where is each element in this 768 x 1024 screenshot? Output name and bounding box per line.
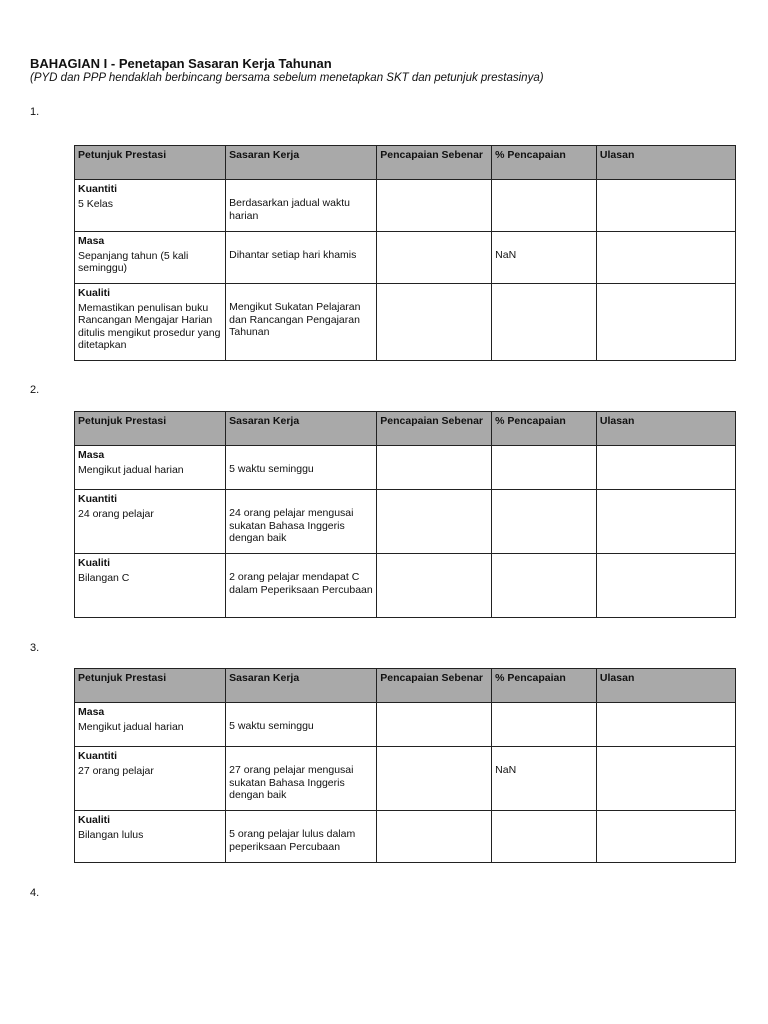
target-cell bbox=[226, 490, 377, 554]
target-cell bbox=[226, 284, 377, 361]
percent-text: NaN bbox=[495, 249, 517, 261]
remark-cell bbox=[596, 232, 735, 284]
column-header-percent: % Pencapaian bbox=[492, 412, 597, 446]
column-header-actual: Pencapaian Sebenar bbox=[377, 669, 492, 703]
target-text: Mengikut Sukatan Pelajaran dan Rancangan Pengajaran Tahunan bbox=[229, 301, 361, 338]
percent-cell bbox=[492, 446, 597, 490]
section-number: 1. bbox=[30, 106, 40, 118]
table-row bbox=[75, 180, 736, 232]
column-header-percent: % Pencapaian bbox=[492, 669, 597, 703]
indicator-text: Sepanjang tahun (5 kali seminggu) bbox=[78, 249, 189, 274]
row-category: Kuantiti bbox=[78, 493, 118, 505]
indicator-text: 24 orang pelajar bbox=[78, 507, 154, 520]
table-row bbox=[75, 554, 736, 618]
remark-cell bbox=[596, 554, 735, 618]
actual-cell bbox=[377, 811, 492, 863]
indicator-cell bbox=[75, 232, 226, 284]
indicator-cell bbox=[75, 703, 226, 747]
table-row bbox=[75, 811, 736, 863]
row-category: Kualiti bbox=[78, 557, 111, 569]
section-number: 3. bbox=[30, 642, 40, 654]
actual-cell bbox=[377, 490, 492, 554]
column-header-remark: Ulasan bbox=[596, 669, 735, 703]
actual-cell bbox=[377, 554, 492, 618]
column-header-indicator: Petunjuk Prestasi bbox=[75, 146, 226, 180]
remark-cell bbox=[596, 490, 735, 554]
percent-cell bbox=[492, 232, 597, 284]
indicator-cell bbox=[75, 811, 226, 863]
indicator-cell bbox=[75, 490, 226, 554]
row-category: Kualiti bbox=[78, 287, 111, 299]
indicator-cell bbox=[75, 747, 226, 811]
row-category: Masa bbox=[78, 235, 105, 247]
indicator-text: Mengikut jadual harian bbox=[78, 463, 184, 476]
indicator-cell bbox=[75, 554, 226, 618]
column-header-target: Sasaran Kerja bbox=[226, 412, 377, 446]
row-category: Kuantiti bbox=[78, 750, 118, 762]
indicator-text: Mengikut jadual harian bbox=[78, 720, 184, 733]
percent-cell bbox=[492, 703, 597, 747]
indicator-text: 5 Kelas bbox=[78, 197, 114, 210]
column-header-actual: Pencapaian Sebenar bbox=[377, 146, 492, 180]
remark-cell bbox=[596, 180, 735, 232]
percent-text: NaN bbox=[495, 764, 517, 776]
actual-cell bbox=[377, 446, 492, 490]
target-cell bbox=[226, 446, 377, 490]
actual-cell bbox=[377, 232, 492, 284]
section-number: 2. bbox=[30, 384, 40, 396]
indicator-text: Memastikan penulisan buku Rancangan Mengajar Harian ditulis mengikut prosedur yang ditetapkan bbox=[78, 301, 221, 351]
column-header-actual: Pencapaian Sebenar bbox=[377, 412, 492, 446]
target-text: Berdasarkan jadual waktu harian bbox=[229, 197, 350, 222]
indicator-text: 27 orang pelajar bbox=[78, 764, 154, 777]
percent-cell bbox=[492, 747, 597, 811]
skt-table bbox=[74, 411, 736, 618]
row-category: Kuantiti bbox=[78, 183, 118, 195]
remark-cell bbox=[596, 811, 735, 863]
table-row bbox=[75, 284, 736, 361]
percent-cell bbox=[492, 180, 597, 232]
percent-cell bbox=[492, 811, 597, 863]
table-row bbox=[75, 703, 736, 747]
column-header-target: Sasaran Kerja bbox=[226, 669, 377, 703]
column-header-target: Sasaran Kerja bbox=[226, 146, 377, 180]
column-header-remark: Ulasan bbox=[596, 412, 735, 446]
percent-cell bbox=[492, 284, 597, 361]
indicator-cell bbox=[75, 180, 226, 232]
column-header-indicator: Petunjuk Prestasi bbox=[75, 669, 226, 703]
row-category: Masa bbox=[78, 706, 105, 718]
target-cell bbox=[226, 811, 377, 863]
indicator-text: Bilangan lulus bbox=[78, 828, 144, 841]
target-text: 27 orang pelajar mengusai sukatan Bahasa Inggeris dengan baik bbox=[229, 764, 354, 801]
actual-cell bbox=[377, 180, 492, 232]
remark-cell bbox=[596, 446, 735, 490]
target-text: 5 waktu seminggu bbox=[229, 720, 314, 732]
target-cell bbox=[226, 232, 377, 284]
table-header-row bbox=[75, 412, 736, 446]
remark-cell bbox=[596, 703, 735, 747]
target-text: Dihantar setiap hari khamis bbox=[229, 249, 357, 261]
row-category: Kualiti bbox=[78, 814, 111, 826]
remark-cell bbox=[596, 284, 735, 361]
section-number: 4. bbox=[30, 887, 40, 899]
table-header-row bbox=[75, 146, 736, 180]
indicator-cell bbox=[75, 284, 226, 361]
target-cell bbox=[226, 180, 377, 232]
target-text: 5 waktu seminggu bbox=[229, 463, 314, 475]
table-row bbox=[75, 747, 736, 811]
actual-cell bbox=[377, 284, 492, 361]
table-row bbox=[75, 490, 736, 554]
target-text: 2 orang pelajar mendapat C dalam Peperiksaan Percubaan bbox=[229, 571, 373, 596]
skt-table bbox=[74, 668, 736, 863]
column-header-indicator: Petunjuk Prestasi bbox=[75, 412, 226, 446]
target-text: 24 orang pelajar mengusai sukatan Bahasa Inggeris dengan baik bbox=[229, 507, 354, 544]
indicator-cell bbox=[75, 446, 226, 490]
table-row bbox=[75, 232, 736, 284]
column-header-remark: Ulasan bbox=[596, 146, 735, 180]
actual-cell bbox=[377, 703, 492, 747]
target-cell bbox=[226, 747, 377, 811]
percent-cell bbox=[492, 490, 597, 554]
page-title: BAHAGIAN I - Penetapan Sasaran Kerja Tahunan bbox=[30, 56, 332, 71]
row-category: Masa bbox=[78, 449, 105, 461]
actual-cell bbox=[377, 747, 492, 811]
target-cell bbox=[226, 554, 377, 618]
table-header-row bbox=[75, 669, 736, 703]
indicator-text: Bilangan C bbox=[78, 571, 130, 584]
page-subtitle: (PYD dan PPP hendaklah berbincang bersama sebelum menetapkan SKT dan petunjuk prestasinya) bbox=[30, 72, 544, 84]
table-row bbox=[75, 446, 736, 490]
percent-cell bbox=[492, 554, 597, 618]
target-cell bbox=[226, 703, 377, 747]
target-text: 5 orang pelajar lulus dalam peperiksaan Percubaan bbox=[229, 828, 356, 853]
remark-cell bbox=[596, 747, 735, 811]
skt-table bbox=[74, 145, 736, 361]
column-header-percent: % Pencapaian bbox=[492, 146, 597, 180]
